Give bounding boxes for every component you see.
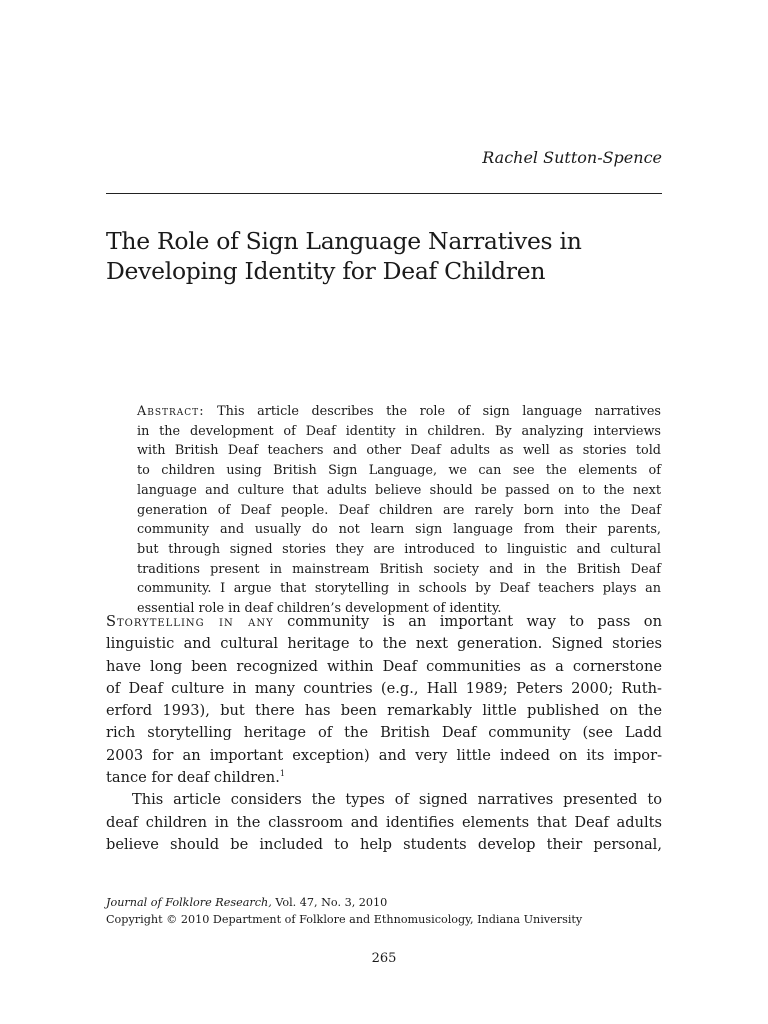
- abstract-line: generation of Deaf people. Deaf children are rarely born into the Deaf: [137, 502, 661, 518]
- author-name: Rachel Sutton-Spence: [482, 148, 662, 167]
- body-line: linguistic and cultural heritage to the next generation. Signed stories: [106, 635, 662, 653]
- abstract-line: community. I argue that storytelling in schools by Deaf teachers plays an: [137, 581, 661, 597]
- body-line: Storytelling in any community is an important way to pass on: [106, 613, 662, 630]
- body-line: rich storytelling heritage of the British Deaf community (see Ladd: [106, 724, 662, 742]
- footnote-marker[interactable]: 1: [279, 769, 285, 779]
- abstract-line: traditions present in mainstream British society and in the British Deaf: [137, 561, 661, 577]
- body-line: This article considers the types of signed narratives presented to: [132, 791, 662, 809]
- page-footer: [106, 894, 666, 928]
- body-line: have long been recognized within Deaf communities as a cornerstone: [106, 657, 662, 675]
- lead-in-small-caps: Storytelling in any: [106, 613, 274, 630]
- body-line: erford 1993), but there has been remarkably little published on the: [106, 702, 662, 720]
- body-line: 2003 for an important exception) and very little indeed on its impor-: [106, 746, 662, 764]
- copyright-notice: Copyright © 2010 Department of Folklore and Ethnomusicology, Indiana University: [106, 913, 583, 926]
- abstract-line: with British Deaf teachers and other Deaf adults as well as stories told: [137, 443, 661, 459]
- body-line: believe should be included to help students develop their personal,: [106, 835, 662, 853]
- abstract-label: Abstract:: [137, 404, 205, 419]
- abstract: [137, 402, 661, 619]
- journal-volume: Vol. 47, No. 3, 2010: [275, 896, 388, 909]
- body-line: deaf children in the classroom and identifies elements that Deaf adults: [106, 813, 662, 831]
- title-line-1: The Role of Sign Language Narratives in: [106, 227, 582, 255]
- journal-citation: [106, 894, 666, 911]
- journal-name: Journal of Folklore Research,: [106, 896, 272, 909]
- body-line: tance for deaf children.$^1$: [106, 769, 285, 787]
- abstract-line: but through signed stories they are introduced to linguistic and cultural: [137, 541, 661, 557]
- page-number: 265: [371, 951, 397, 966]
- body-line: of Deaf culture in many countries (e.g., Hall 1989; Peters 2000; Ruth-: [106, 679, 662, 697]
- title-line-2: Developing Identity for Deaf Children: [106, 257, 546, 285]
- article-title: [106, 226, 686, 286]
- abstract-line: community and usually do not learn sign language from their parents,: [137, 522, 661, 538]
- abstract-line: language and culture that adults believe should be passed on to the next: [137, 482, 661, 498]
- abstract-line: Abstract: This article describes the role of sign language narratives: [137, 404, 661, 419]
- abstract-line: to children using British Sign Language, we can see the elements of: [137, 463, 661, 479]
- abstract-line: in the development of Deaf identity in children. By analyzing interviews: [137, 423, 661, 439]
- body-text: [106, 611, 662, 856]
- header-rule: [106, 193, 662, 194]
- abstract-line: essential role in deaf children’s development of identity.: [137, 601, 502, 617]
